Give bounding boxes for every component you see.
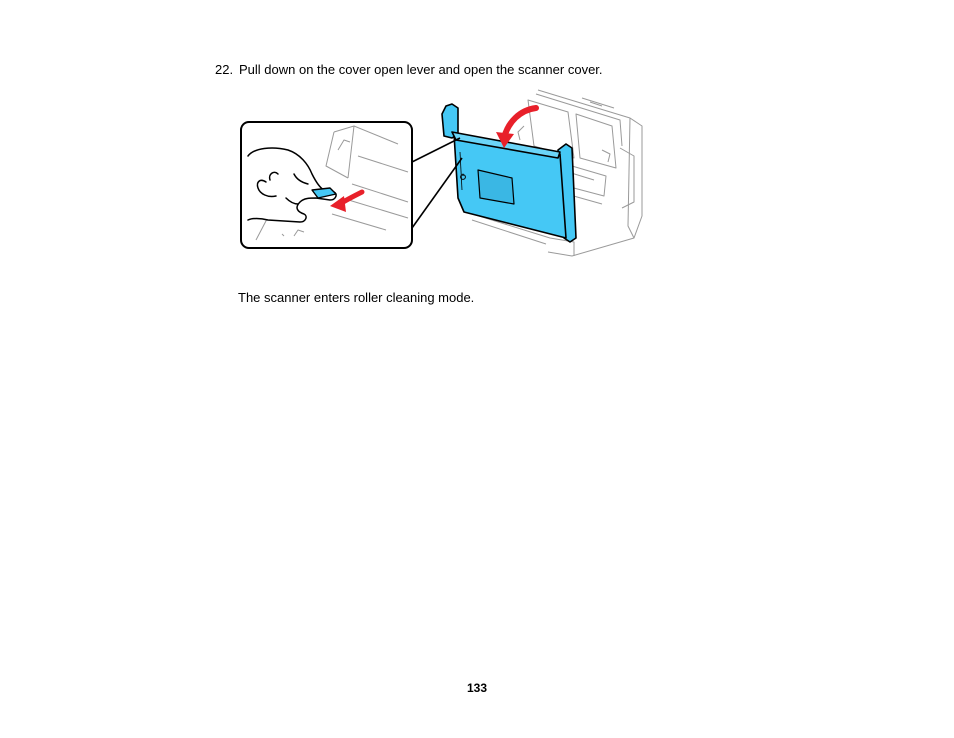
result-text: The scanner enters roller cleaning mode. [238, 290, 475, 305]
step-22 [215, 62, 603, 78]
page-number: 133 [466, 681, 488, 695]
step-number: 22. [215, 62, 234, 77]
step-text: Pull down on the cover open lever and open the scanner cover. [239, 62, 603, 77]
scanner-cover-illustration [238, 86, 646, 262]
lever-detail-inset [241, 122, 412, 248]
